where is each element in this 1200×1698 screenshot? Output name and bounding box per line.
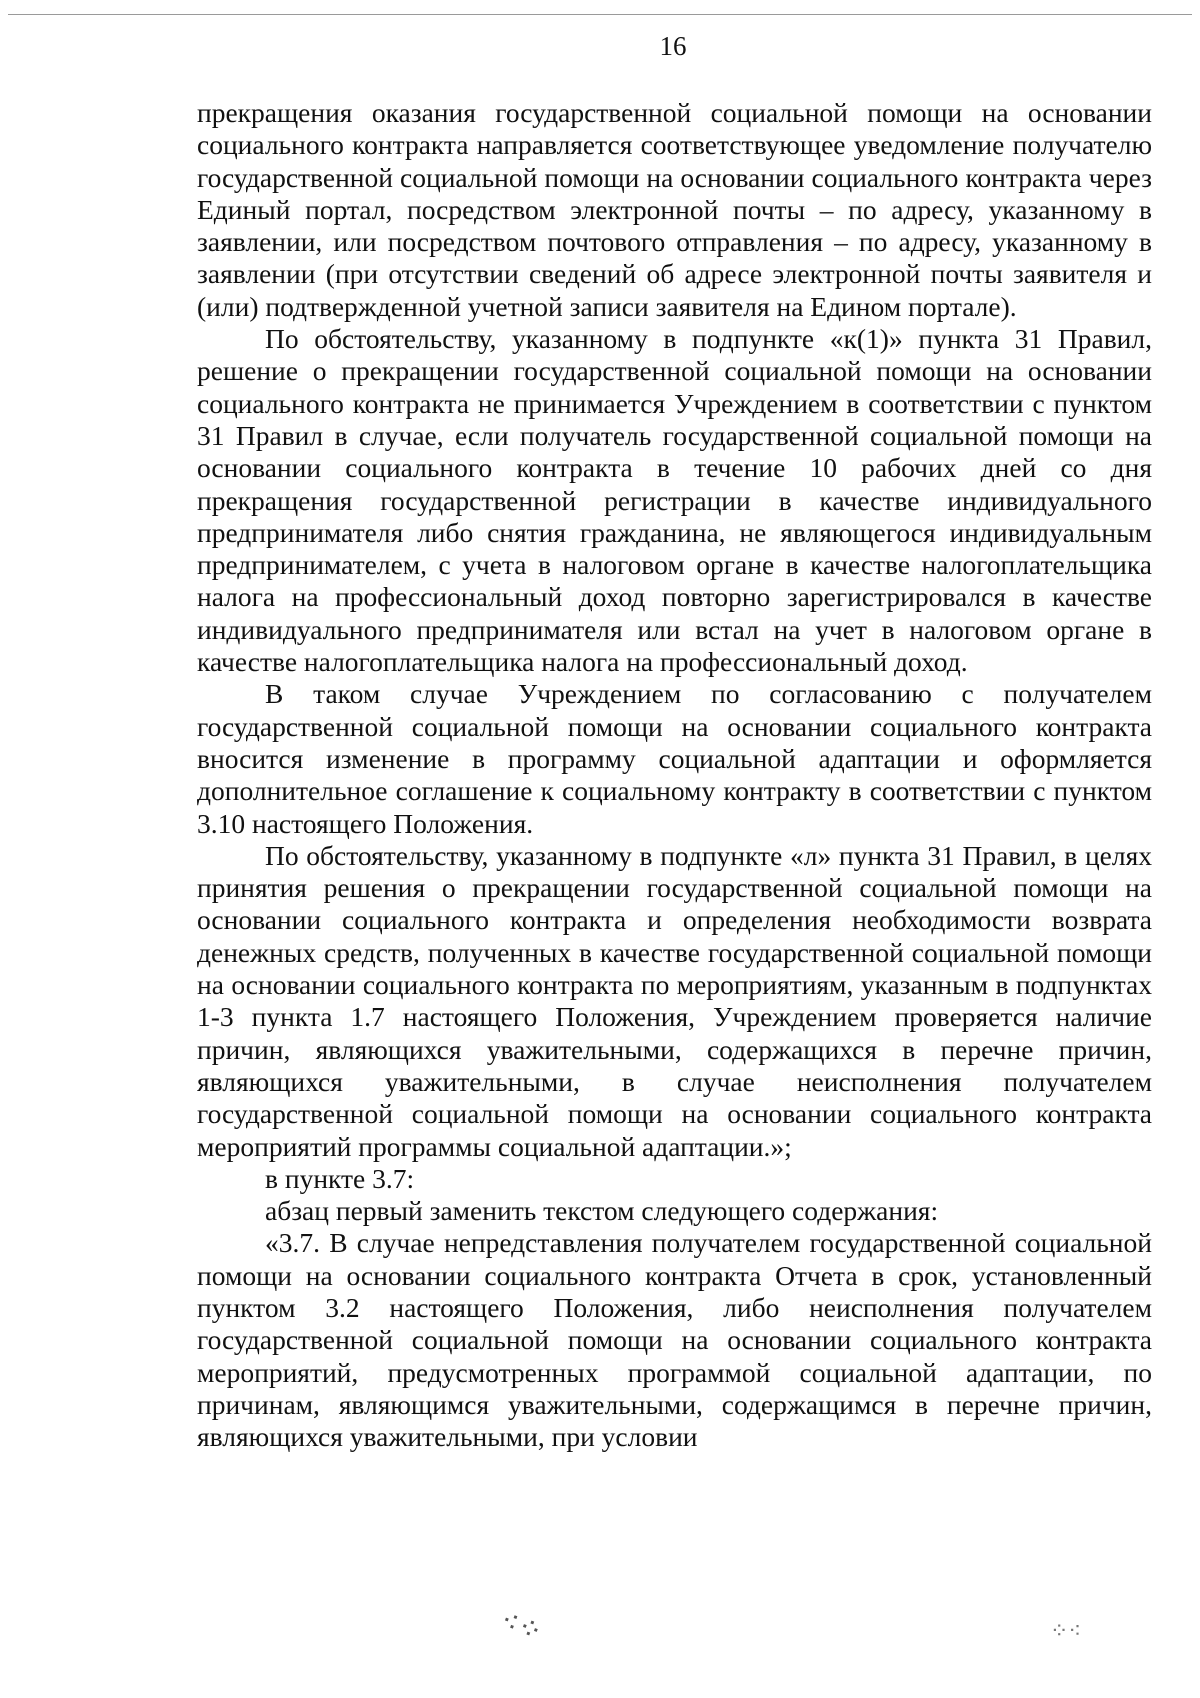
paragraph-replace-first-paragraph: абзац первый заменить текстом следующего содержания: bbox=[265, 1195, 939, 1227]
scan-artifact-mark: ⁘⁖ bbox=[1050, 1618, 1082, 1643]
paragraph-l-circumstance: По обстоятельству, указанному в подпункте «л» пункта 31 Правил, в целях принятия решения о прекращении государственной социальной помощи на основании социального контракта и определения необходимости возврата денежных средств, полученных в качестве государственной социальной помощи на основании социального контракта по мероприятиям, указанным в подпунктах 1-3 пункта 1.7 настоящего Положения, Учреждением проверяется наличие причин, являющихся уважительными, содержащихся в перечне причин, являющихся уважительными, в случае неисполнения получателем государственной социальной помощи на основании социального контракта мероприятий программы социальной адаптации.»; bbox=[197, 839, 1152, 1162]
paragraph-continuation: прекращения оказания государственной социальной помощи на основании социального контракта направляется соответствующее уведомление получателю государственной социальной помощи на основании социального контракта через Единый портал, посредством электронной почты – по адресу, указанному в заявлении, или посредством почтового отправления – по адресу, указанному в заявлении (при отсутствии сведений об адресе электронной почты заявителя и (или) подтвержденной учетной записи заявителя на Едином портале). bbox=[197, 97, 1152, 322]
paragraph-item-3-7: в пункте 3.7: bbox=[265, 1162, 415, 1194]
page-top-edge bbox=[8, 14, 1192, 15]
page-number: 16 bbox=[659, 31, 687, 61]
paragraph-new-3-7-text: «3.7. В случае непредставления получателем государственной социальной помощи на основании социального контракта Отчета в срок, установленный пунктом 3.2 настоящего Положения, либо неисполнения получателем государственной социальной помощи на основании социального контракта мероприятий, предусмотренных программой социальной адаптации, по причинам, являющимся уважительными, содержащимся в перечне причин, являющихся уважительными, при условии bbox=[197, 1227, 1152, 1453]
scan-artifact-mark: ⁖⁘ bbox=[495, 1603, 548, 1650]
document-body bbox=[197, 97, 1152, 1453]
paragraph-k1-circumstance: По обстоятельству, указанному в подпункте «к(1)» пункта 31 Правил, решение о прекращении государственной социальной помощи на основании социального контракта не принимается Учреждением в соответствии с пунктом 31 Правил в случае, если получатель государственной социальной помощи на основании социального контракта в течение 10 рабочих дней со дня прекращения государственной регистрации в качестве индивидуального предпринимателя либо снятия гражданина, не являющегося индивидуальным предпринимателем, с учета в налоговом органе в качестве налогоплательщика налога на профессиональный доход повторно зарегистрировался в качестве индивидуального предпринимателя или встал на учет в налоговом органе в качестве налогоплательщика налога на профессиональный доход. bbox=[197, 323, 1152, 678]
paragraph-program-amendment: В таком случае Учреждением по согласованию с получателем государственной социальной помощи на основании социального контракта вносится изменение в программу социальной адаптации и оформляется дополнительное соглашение к социальному контракту в соответствии с пунктом 3.10 настоящего Положения. bbox=[197, 678, 1152, 839]
